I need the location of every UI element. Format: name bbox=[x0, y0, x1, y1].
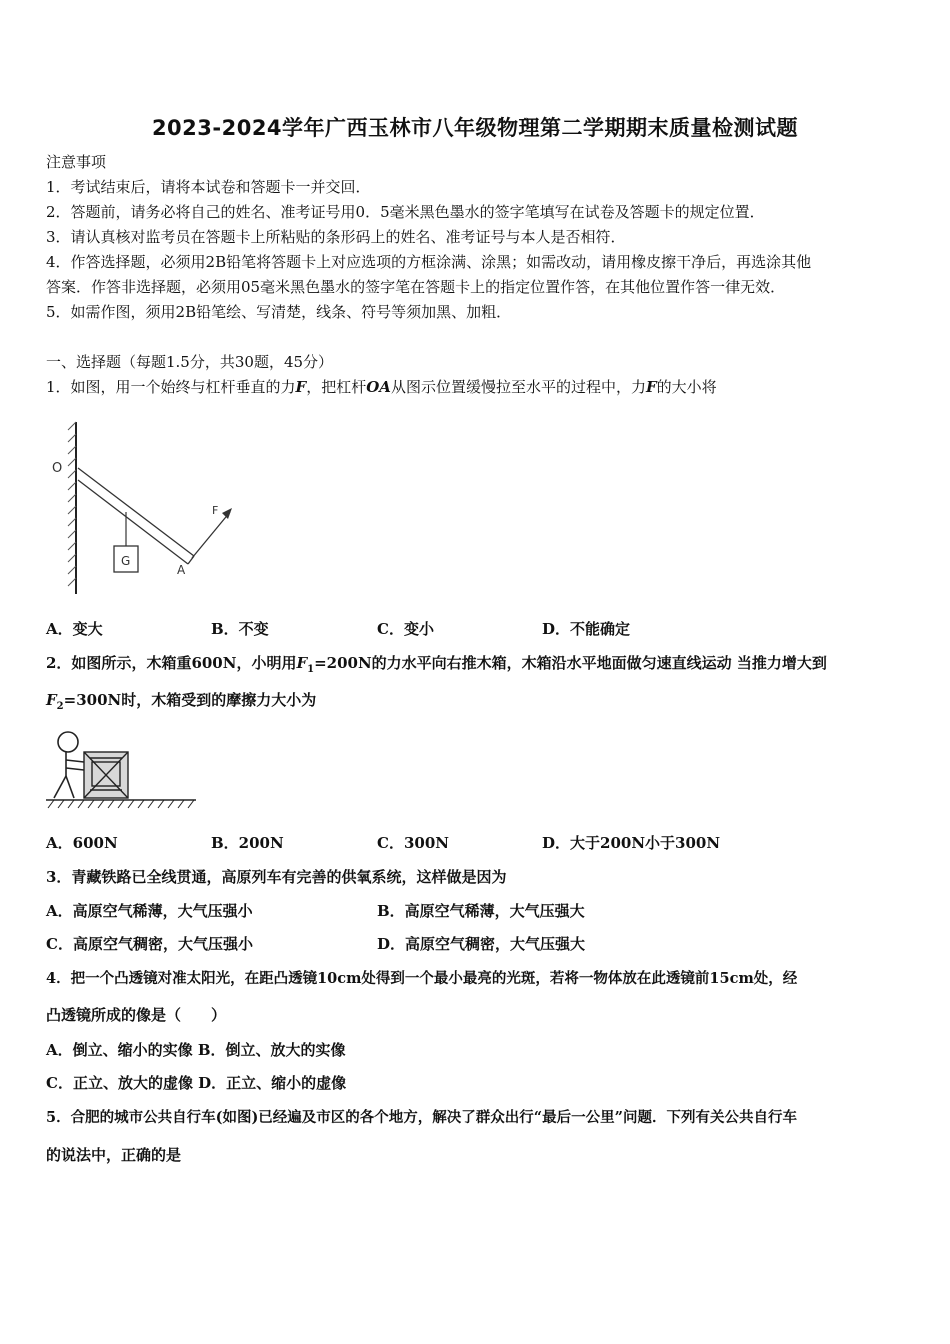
label-a: A bbox=[177, 563, 186, 577]
question-3: 3．青藏铁路已全线贯通，高原列车有完善的供氧系统，这样做是因为 bbox=[46, 868, 507, 886]
question-5: 5．合肥的城市公共自行车(如图)已经遍及市区的各个地方，解决了群众出行“最后一公里”问题．下列有关公共自行车 bbox=[46, 1109, 797, 1126]
pushing-box-diagram bbox=[46, 728, 201, 810]
q4-options-ab[interactable]: A．倒立、缩小的实像 B．倒立、放大的实像 bbox=[46, 1041, 346, 1059]
q3-option-c[interactable]: C．高原空气稠密，大气压强小 bbox=[46, 935, 253, 953]
q4-options-cd[interactable]: C．正立、放大的虚像 D．正立、缩小的虚像 bbox=[46, 1074, 347, 1092]
notice-item-3: 3．请认真核对监考员在答题卡上所粘贴的条形码上的姓名、准考证号与本人是否相符． bbox=[46, 228, 626, 246]
notice-item-1: 1．考试结束后，请将本试卷和答题卡一并交回． bbox=[46, 178, 371, 196]
q1-text-b: ，把杠杆 bbox=[306, 378, 367, 396]
lever-diagram bbox=[46, 418, 246, 598]
q1-option-c[interactable]: C．变小 bbox=[377, 620, 434, 638]
page-title: 2023-2024学年广西玉林市八年级物理第二学期期末质量检测试题 bbox=[151, 116, 799, 140]
person-figure bbox=[54, 732, 84, 798]
q3-option-b[interactable]: B．高原空气稀薄，大气压强大 bbox=[377, 902, 585, 920]
q2-option-c[interactable]: C．300N bbox=[377, 834, 449, 852]
q1-text-d: 的大小将 bbox=[656, 378, 717, 396]
notice-item-4-cont: 答案．作答非选择题，必须用05毫米黑色墨水的签字笔在答题卡上的指定位置作答，在其他位置作答一律无效． bbox=[46, 278, 786, 296]
q3-option-a[interactable]: A．高原空气稀薄，大气压强小 bbox=[46, 902, 253, 920]
q1-var-oa: OA bbox=[366, 378, 391, 396]
force-arrowhead bbox=[222, 508, 232, 519]
q1-text-a: 1．如图，用一个始终与杠杆垂直的力 bbox=[46, 378, 296, 396]
question-1 bbox=[46, 377, 717, 397]
q2-sub-2: 2 bbox=[56, 701, 64, 712]
q2-text-c: =300N时，木箱受到的摩擦力大小为 bbox=[63, 691, 317, 709]
q1-option-b[interactable]: B．不变 bbox=[211, 620, 269, 638]
q2-text-a: 2．如图所示，木箱重600N，小明用 bbox=[46, 654, 297, 672]
notice-item-5: 5．如需作图，须用2B铅笔绘、写清楚，线条、符号等须加黑、加粗． bbox=[46, 303, 512, 321]
question-2 bbox=[46, 653, 827, 680]
wooden-box bbox=[84, 752, 128, 798]
wall-hatching bbox=[68, 422, 76, 594]
force-arrow bbox=[192, 512, 230, 558]
notice-item-4: 4．作答选择题，必须用2B铅笔将答题卡上对应选项的方框涂满、涂黑；如需改动，请用橡皮擦干净后，再选涂其他 bbox=[46, 253, 812, 271]
q1-var-f2: F bbox=[645, 378, 657, 396]
question-5-cont: 的说法中，正确的是 bbox=[46, 1146, 182, 1164]
q2-var-f1: F bbox=[296, 654, 308, 672]
notice-item-2: 2．答题前，请务必将自己的姓名、准考证号用0．5毫米黑色墨水的签字笔填写在试卷及答题卡的规定位置． bbox=[46, 203, 765, 221]
q2-text-b: =200N的力水平向右推木箱，木箱沿水平地面做匀速直线运动 当推力增大到 bbox=[314, 654, 827, 672]
q3-option-d[interactable]: D．高原空气稠密，大气压强大 bbox=[377, 935, 586, 953]
q2-option-d[interactable]: D．大于200N小于300N bbox=[542, 834, 721, 852]
label-g: G bbox=[121, 554, 131, 568]
notice-heading: 注意事项 bbox=[46, 153, 107, 171]
q2-sub-1: 1 bbox=[307, 664, 315, 675]
question-2-cont bbox=[46, 690, 316, 717]
q1-text-c: 从图示位置缓慢拉至水平的过程中，力 bbox=[390, 378, 646, 396]
lever-bar bbox=[78, 468, 194, 564]
label-f: F bbox=[212, 504, 219, 517]
ground-hatching bbox=[46, 800, 196, 808]
question-4: 4．把一个凸透镜对准太阳光，在距凸透镜10cm处得到一个最小最亮的光斑，若将一物体放在此透镜前15cm处，经 bbox=[46, 970, 798, 987]
q1-option-d[interactable]: D．不能确定 bbox=[542, 620, 631, 638]
question-4-cont: 凸透镜所成的像是（ ） bbox=[46, 1006, 227, 1024]
q1-var-f: F bbox=[295, 378, 307, 396]
q2-option-a[interactable]: A．600N bbox=[46, 834, 118, 852]
q2-option-b[interactable]: B．200N bbox=[211, 834, 284, 852]
q2-var-f2: F bbox=[46, 691, 57, 709]
section-heading: 一、选择题（每题1.5分，共30题，45分） bbox=[46, 353, 334, 371]
label-o: O bbox=[52, 461, 63, 476]
q1-option-a[interactable]: A．变大 bbox=[46, 620, 103, 638]
